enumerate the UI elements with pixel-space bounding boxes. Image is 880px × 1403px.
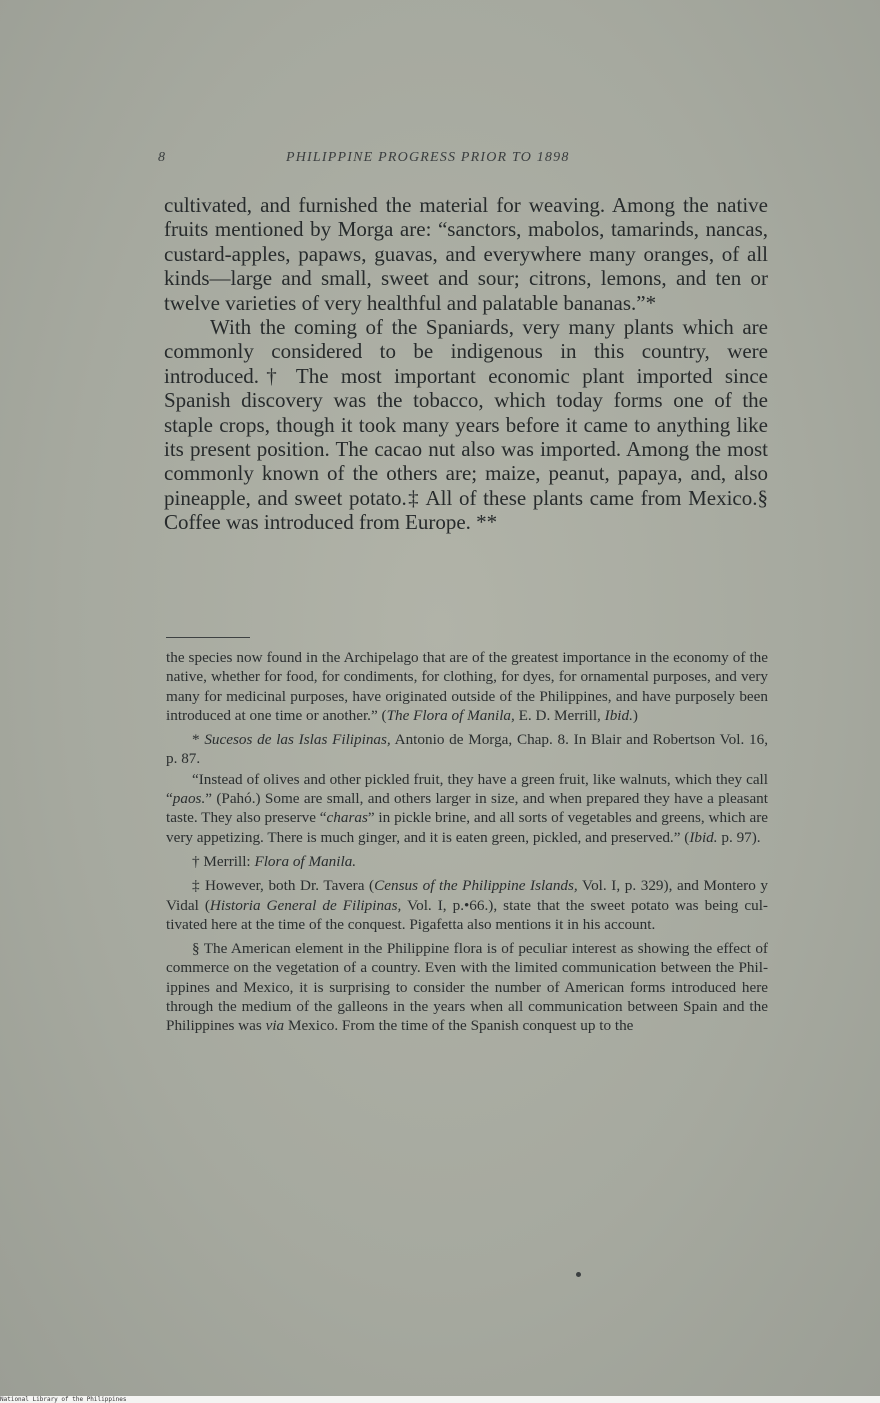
page-number: 8: [158, 150, 165, 165]
body-paragraph-2: With the coming of the Spaniards, very many plants which are commonly considered to be indigenous in this country, were introduced.† The most important economic plant imported since Spanish discovery was the tobacco, which today forms one of the staple crops, though it took many years before it came to anything like its present position. The cacao nut also was imported. Among the most commonly known of the others are; maize, peanut, papaya, and, also pineapple, and sweet potato.‡ All of these plants came from Mexico.§ Coffee was introduced from Europe. **: [164, 315, 768, 535]
footnotes: [166, 648, 768, 1041]
scan-credit: National Library of the Philippines: [0, 1396, 127, 1403]
footnote-morga: * Sucesos de las Islas Filipinas, Antonio de Morga, Chap. 8. In Blair and Robertson Vol. 16, p. 87.: [166, 731, 769, 768]
footnote-tavera: ‡ However, both Dr. Tavera (Census of the Philippine Islands, Vol. I, p. 329), and Montero y Vidal (Historia General de Filipinas, Vol. I, p.•66.), state that the sweet potato was being cultivated here at the time of the conquest. Pigafetta also mentions it in his account.: [166, 877, 768, 933]
running-head: PHILIPPINE PROGRESS PRIOR TO 1898: [286, 150, 570, 165]
ink-speck: [576, 1272, 581, 1277]
footnote-american-element: § The American element in the Philippine flora is of peculiar interest as showing the effect of commerce on the vegetation of a country. Even with the limited communication between the Philippines and Mexico, it is surprising to consider the number of American forms introduced here through the medium of the galleons in the years when all communication between Spain and the Philippines was via Mexico. From the time of the Spanish conquest up to the: [166, 940, 768, 1035]
footnote-merrill: † Merrill: Flora of Manila.: [192, 852, 357, 870]
scan-footer-strip: [0, 1396, 880, 1403]
main-text: [164, 193, 768, 535]
footnote-continued: the species now found in the Archipelago that are of the greatest importance in the economy of the native, whether for food, for condiments, for clothing, for dyes, for ornamental purposes, and very many for medicinal purposes, have originated outside of the Philippines, and have purposely been introduced at one time or another.” (The Flora of Manila, E. D. Merrill, Ibid.): [166, 649, 768, 724]
footnote-morga-quote: “Instead of olives and other pickled fruit, they have a green fruit, like walnuts, which they call “paos.” (Pahó.) Some are small, and others larger in size, and when prepared they have a pleasant taste. They also preserve “charas” in pickle brine, and all sorts of vegetables and greens, which are very appetizing. There is much ginger, and it is eaten green, pickled, and preserved.” (Ibid. p. 97).: [166, 770, 769, 846]
page-header: [158, 150, 768, 170]
footnote-rule: [166, 637, 250, 638]
body-paragraph-1: cultivated, and furnished the material for weaving. Among the native fruits mentioned by Morga are: “sanctors, mabolos, tamarinds, nancas, custard-apples, papaws, guavas, and everywhere many oranges, of all kinds—large and small, sweet and sour; citrons, lemons, and ten or twelve varieties of very healthful and palatable bananas.”*: [164, 193, 768, 315]
